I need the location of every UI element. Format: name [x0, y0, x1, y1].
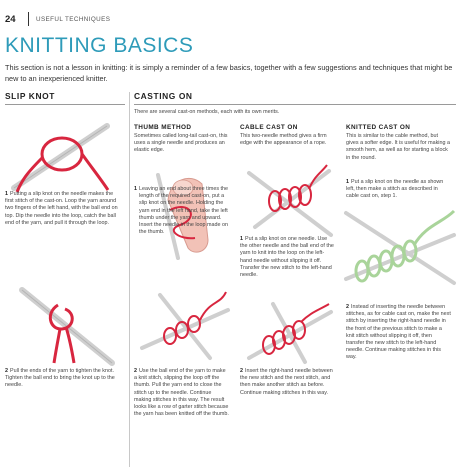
slip-knot-illustration-2 [20, 285, 115, 365]
step-number: 2 [346, 304, 349, 310]
knitted-cast-on-step-2 [346, 304, 451, 362]
header-divider [28, 12, 29, 26]
knitted-cast-on-illustration [342, 205, 458, 300]
column-divider [129, 92, 130, 467]
cable-cast-on-illustration-2 [245, 300, 335, 365]
step-number: 1 [5, 191, 8, 197]
thumb-method-heading: THUMB METHOD [134, 124, 192, 131]
step-number: 1 [240, 236, 243, 242]
knitted-cast-on-desc: This is similar to the cable method, but gives a softer edge. It is useful for making a smooth hem, as well as for starting a block in the round. [346, 133, 450, 161]
slip-knot-step-2 [5, 368, 123, 390]
thumb-method-step-2 [134, 368, 230, 418]
knitted-cast-on-heading: KNITTED CAST ON [346, 124, 411, 131]
slip-knot-heading: SLIP KNOT [5, 91, 55, 101]
slip-knot-step-1 [5, 191, 123, 227]
step-text: Put a slip knot on the needle as shown left, then make a stitch as described in cable cast on, step 1. [346, 179, 444, 200]
thumb-method-desc: Sometimes called long-tail cast-on, this uses a single needle and produces an elastic edge. [134, 133, 228, 154]
step-number: 2 [5, 368, 8, 374]
step-number: 1 [134, 186, 137, 192]
step-text: Pull the ends of the yarn to tighten the knot. Tighten the ball end to bring the knot up to the needle. [5, 368, 115, 389]
cable-cast-on-step-2 [240, 368, 336, 397]
cable-cast-on-heading: CABLE CAST ON [240, 124, 298, 131]
step-number: 2 [240, 368, 243, 374]
casting-on-rule [134, 104, 456, 105]
thumb-method-illustration-2 [140, 290, 230, 360]
casting-on-intro: There are several cast-on methods, each with its own merits. [134, 109, 280, 115]
step-number: 2 [134, 368, 137, 374]
intro-paragraph: This section is not a lesson in knitting: it is simply a reminder of a few basics, together with a few suggestions and techniques that might be new to an inexperienced knitter. [5, 63, 453, 83]
step-text: Putting a slip knot on the needle makes the first stitch of the cast-on. Loop the yarn around two fingers of the left hand, with the ball end on top. Dip the needle into the loop, catch the ball end of the yarn, and pull it through the loop. [5, 191, 118, 226]
step-number: 1 [346, 179, 349, 185]
slip-knot-rule [5, 104, 125, 105]
knitted-cast-on-step-1 [346, 179, 451, 201]
page-number: 24 [5, 14, 16, 25]
thumb-method-step-1 [139, 186, 231, 236]
page-title: KNITTING BASICS [5, 34, 194, 57]
casting-on-heading: CASTING ON [134, 91, 193, 101]
step-text: Insert the right-hand needle between the new stitch and the next stitch, and then make another stitch as before. Continue making stitches in this way. [240, 368, 333, 396]
step-text: Put a slip knot on one needle. Use the other needle and the ball end of the yarn to knit into the loop on the left-hand needle without slipping it off. Transfer the new stitch to the left-hand needle. [240, 236, 334, 279]
section-name: USEFUL TECHNIQUES [36, 16, 111, 23]
cable-cast-on-desc: This two-needle method gives a firm edge with the appearance of a rope. [240, 133, 327, 147]
step-text: Instead of inserting the needle between stitches, as for cable cast on, make the next stitch by inserting the right-hand needle in the front of the previous stitch to make a knit stitch without slipping it off, then transfer the new stitch to the left-hand needle. Continue making stitches in this way. [346, 304, 451, 361]
step-text: Leaving an end about three times the length of the required cast-on, put a slip knot on the needle. Holding the yarn end in the left hand, take the left thumb under the yarn and upward. Insert the needle in the loop made on the thumb. [139, 186, 229, 236]
slip-knot-illustration-1 [12, 118, 112, 193]
step-text: Use the ball end of the yarn to make a knit stitch, slipping the loop off the thumb. Pull the yarn end to close the stitch up to the needle. Continue making stitches in this way. The result looks like a row of garter stitch because the yarn has been knitted off the thumb. [134, 368, 229, 418]
cable-cast-on-illustration-1 [245, 165, 335, 240]
cable-cast-on-step-1 [240, 236, 336, 279]
